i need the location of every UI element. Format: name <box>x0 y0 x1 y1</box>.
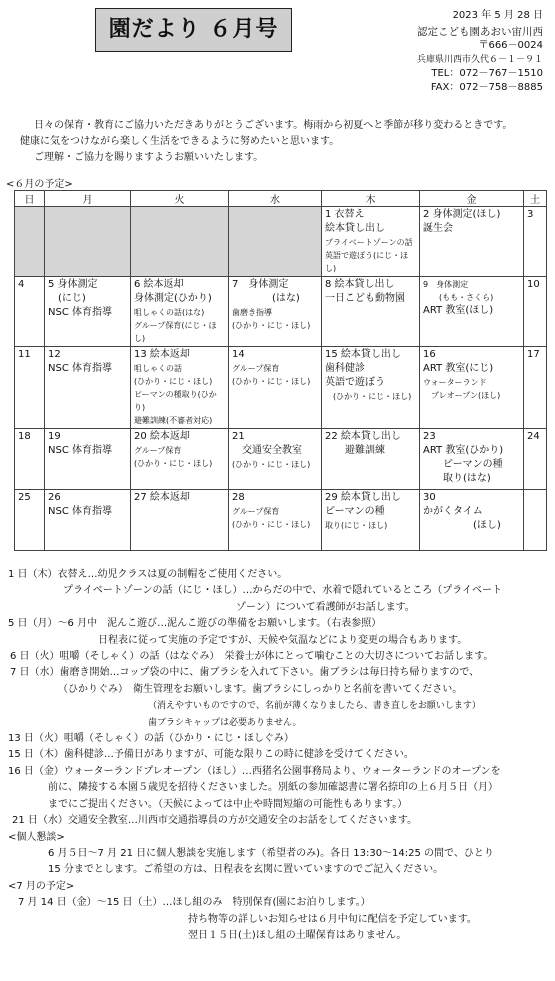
calendar-week <box>15 347 547 429</box>
calendar-entry: (ひかり・にじ・ほし) <box>134 377 213 386</box>
note-line: プライベートゾーンの話（にじ・ほし）…からだの中で、水着で隠れているところ（プライベート <box>63 585 502 597</box>
calendar-entry: 19 <box>48 431 61 442</box>
calendar-day-cell <box>45 207 131 277</box>
calendar-entry: 30 <box>423 492 436 503</box>
calendar-day-cell <box>131 277 229 347</box>
calendar-entry: 5 身体測定 <box>48 279 98 290</box>
note-line: 7 日（水）歯磨き開始…コップ袋の中に、歯ブラシを入れて下さい。歯ブラシは毎日持ち帰りますので、 <box>10 667 480 679</box>
address: 兵庫県川西市久代６－１－９１ <box>416 55 543 65</box>
issue-date: 2023 年 5 月 28 日 <box>452 10 543 21</box>
calendar-entry: 26 <box>48 492 61 503</box>
calendar-entry: かがくタイム <box>423 506 483 517</box>
calendar-entry: ウォーターランド <box>423 378 487 387</box>
calendar-day-cell <box>131 207 229 277</box>
calendar-entry: 3 <box>527 209 534 220</box>
calendar-entry: 12 <box>48 349 61 360</box>
calendar-entry: プレオープン(ほし) <box>423 391 501 400</box>
note-line: 15 分までとします。ご希望の方は、日程表を玄関に置いていますのでご記入ください。 <box>48 864 444 876</box>
calendar-entry: 11 <box>18 349 31 360</box>
calendar-day-cell <box>322 207 420 277</box>
calendar-entry: 21 <box>232 431 245 442</box>
calendar-entry: NSC 体育指導 <box>48 363 112 374</box>
calendar-day-cell <box>420 277 524 347</box>
day-header: 日 <box>15 191 45 207</box>
calendar-entry: 歯磨き指導 <box>232 308 272 317</box>
note-line: 前に、隣接する本園５歳児を招待くださいました。別紙の参加確認書に署名捺印の上６月５日（月） <box>48 782 498 794</box>
calendar-entry: (ひかり・にじ・ほし) <box>134 459 213 468</box>
calendar-day-cell <box>524 207 547 277</box>
calendar-entry: NSC 体育指導 <box>48 445 112 456</box>
calendar-day-cell <box>15 207 45 277</box>
note-line: 持ち物等の詳しいお知らせは６月中旬に配信を予定しています。 <box>188 913 477 925</box>
calendar-day-cell <box>45 277 131 347</box>
intro-text <box>14 118 544 166</box>
calendar-day-cell <box>229 207 322 277</box>
calendar-entry: 7 身体測定 <box>232 279 289 290</box>
intro-line: 健康に気をつけながら楽しく生活をできるように努めたいと思います。 <box>20 136 340 147</box>
note-line: 15 日（木）歯科健診…予備日がありますが、可能な限りこの時に健診を受けてください。 <box>8 749 414 761</box>
calendar-day-cell <box>420 347 524 429</box>
calendar-entry: 4 <box>18 279 25 290</box>
note-line: （消えやすいものですので、名前が薄くなりましたら、書き直しをお願いします） <box>148 701 481 712</box>
note-line: <個人懇談> <box>8 831 65 843</box>
calendar-entry: ART 教室(ひかり) <box>423 445 504 456</box>
calendar-entry: 29 絵本貸し出し <box>325 492 401 503</box>
calendar-day-cell <box>45 490 131 551</box>
calendar-entry: (ほし) <box>423 520 501 531</box>
note-line: 6 日（火）咀嚼（そしゃく）の話（はなぐみ） 栄養士が体にとって噛むことの大切さについてお話します。 <box>10 651 494 663</box>
calendar-entry: 18 <box>18 431 31 442</box>
calendar-entry: (ひかり・にじ・ほし) <box>232 520 311 529</box>
note-line: 翌日１５日(土)ほし組の土曜保育はありません。 <box>188 929 407 941</box>
day-header: 木 <box>322 191 420 207</box>
calendar-day-cell <box>524 429 547 490</box>
calendar-day-cell <box>229 490 322 551</box>
calendar-entry: (にじ) <box>48 293 86 304</box>
calendar-heading: <６月の予定> <box>6 179 73 190</box>
calendar-entry: ART 教室(にじ) <box>423 363 494 374</box>
calendar-day-cell <box>322 347 420 429</box>
calendar-week <box>15 429 547 490</box>
calendar-entry: 絵本貸し出し <box>325 223 385 234</box>
note-line: 歯ブラシキャップは必要ありません。 <box>148 717 302 728</box>
calendar-day-cell <box>45 429 131 490</box>
calendar-entry: 誕生会 <box>423 223 453 234</box>
calendar-entry: 避難訓練(不審者対応) <box>134 416 213 425</box>
calendar-entry: ピーマンの種 <box>423 459 503 470</box>
calendar-day-cell <box>524 277 547 347</box>
calendar-entry: 歯科健診 <box>325 363 365 374</box>
calendar-entry: グループ保育 <box>134 446 182 455</box>
calendar-day-cell <box>229 277 322 347</box>
calendar-day-cell <box>131 347 229 429</box>
calendar-entry: 24 <box>527 431 540 442</box>
calendar-entry: (ひかり・にじ・ほし) <box>232 460 311 469</box>
calendar-entry: 咀しゃくの話(はな) <box>134 308 205 317</box>
calendar-week <box>15 490 547 551</box>
note-line: までにご提出ください。（天候によっては中止や時間短縮の可能性もあります。） <box>48 798 408 810</box>
calendar-day-cell <box>15 429 45 490</box>
calendar-entry: NSC 体育指導 <box>48 307 112 318</box>
calendar-day-cell <box>322 277 420 347</box>
calendar-entry: プライベートゾーンの話 <box>325 238 413 247</box>
calendar-entry: (もも・さくら) <box>423 293 494 302</box>
calendar-entry: 25 <box>18 492 31 503</box>
note-line: 7 月 14 日（金）～15 日（土）…ほし組のみ 特別保育(園にお泊りします。） <box>18 897 371 909</box>
calendar-entry: 交通安全教室 <box>232 445 302 456</box>
calendar-entry: 8 絵本貸し出し <box>325 279 395 290</box>
calendar-day-cell <box>322 490 420 551</box>
note-line: <7 月の予定> <box>8 880 75 892</box>
note-line: 1 日（木）衣替え…幼児クラスは夏の制帽をご使用ください。 <box>8 569 288 580</box>
calendar-entry: 咀しゃくの話 <box>134 364 182 373</box>
note-line: 13 日（火）咀嚼（そしゃく）の話（ひかり・にじ・ほしぐみ） <box>8 733 294 745</box>
calendar-entry: 14 <box>232 349 245 360</box>
calendar-entry: 英語で遊ぼう <box>325 377 385 388</box>
calendar-entry: 16 <box>423 349 436 360</box>
calendar-day-cell <box>420 429 524 490</box>
calendar-day-cell <box>45 347 131 429</box>
calendar-entry: 15 絵本貸し出し <box>325 349 401 360</box>
note-line: 21 日（水）交通安全教室…川西市交通指導員の方が交通安全のお話をしてくださいます。 <box>12 815 418 827</box>
calendar-day-cell <box>420 207 524 277</box>
page-title: 園だより ６月号 <box>95 8 292 52</box>
note-line: ゾーン）について看護師がお話します。 <box>236 601 415 613</box>
day-header: 火 <box>131 191 229 207</box>
calendar-entry: グループ保育(にじ・ほし) <box>134 321 217 343</box>
calendar-entry: 13 絵本返却 <box>134 349 190 360</box>
calendar-entry: 2 身体測定(ほし) <box>423 209 501 220</box>
intro-line: 日々の保育・教育にご協力いただきありがとうございます。梅雨から初夏へと季節が移り変わるときです。 <box>34 120 513 131</box>
calendar-entry: (ひかり・にじ・ほし) <box>325 392 412 401</box>
calendar-entry: 一日こども動物園 <box>325 293 405 304</box>
day-header: 土 <box>524 191 547 207</box>
note-line: 5 日（月）～6 月中 泥んこ遊び…泥んこ遊びの準備をお願いします。（右表参照） <box>8 618 382 630</box>
calendar-entry: 9 身体測定 <box>423 280 469 289</box>
fax: FAX：072－758－8885 <box>430 82 543 93</box>
notes-section <box>8 567 548 944</box>
calendar-day-cell <box>524 490 547 551</box>
calendar-day-cell <box>322 429 420 490</box>
calendar-week <box>15 277 547 347</box>
day-header: 金 <box>420 191 524 207</box>
calendar-entry: ART 教室(ほし) <box>423 305 494 316</box>
calendar-day-cell <box>229 347 322 429</box>
calendar-day-cell <box>131 429 229 490</box>
postal-code: 〒666－0024 <box>478 40 543 51</box>
calendar-entry: 22 絵本貸し出し <box>325 431 401 442</box>
calendar-entry: 避難訓練 <box>325 445 385 456</box>
calendar-entry: 23 <box>423 431 436 442</box>
calendar-entry: グループ保育 <box>232 364 280 373</box>
calendar-entry: (ひかり・にじ・ほし) <box>232 321 311 330</box>
calendar-day-cell <box>524 347 547 429</box>
calendar-day-cell <box>15 277 45 347</box>
calendar-entry: 身体測定(ひかり) <box>134 293 212 304</box>
calendar-day-cell <box>15 490 45 551</box>
calendar-entry: 英語で遊ぼう(にじ・ほし) <box>325 251 409 273</box>
calendar-day-cell <box>15 347 45 429</box>
note-line: 6 月５日～7 月 21 日に個人懇談を実施します（希望者のみ)。各日 13:30～14:25 の間で、ひとり <box>48 847 494 859</box>
intro-line: ご理解・ご協力を賜りますようお願いいたします。 <box>34 152 264 163</box>
organization-name: 認定こども園あおい宙川西 <box>417 26 543 38</box>
calendar-entry: ピーマンの種 <box>325 506 385 517</box>
calendar-day-cell <box>420 490 524 551</box>
calendar-entry: 取り(はな) <box>423 473 491 484</box>
note-line: 日程表に従って実施の予定ですが、天候や気温などにより変更の場合もあります。 <box>98 634 468 646</box>
calendar-week <box>15 207 547 277</box>
june-calendar <box>14 190 547 551</box>
header-info <box>417 9 543 95</box>
calendar-day-cell <box>229 429 322 490</box>
calendar-entry: 10 <box>527 279 540 290</box>
calendar-entry: (ひかり・にじ・ほし) <box>232 377 311 386</box>
calendar-entry: 6 絵本返却 <box>134 279 184 290</box>
note-line: 16 日（金）ウォーターランドプレオープン（ほし）…西猪名公園事務局より、ウォーターランドのオープンを <box>8 765 501 777</box>
day-header: 水 <box>229 191 322 207</box>
calendar-entry: 20 絵本返却 <box>134 431 190 442</box>
calendar-entry: 27 絵本返却 <box>134 492 190 503</box>
day-header: 月 <box>45 191 131 207</box>
calendar-entry: (はな) <box>232 293 300 304</box>
calendar-entry: ピーマンの種取り(ひかり) <box>134 390 217 412</box>
calendar-entry: 取り(にじ・ほし) <box>325 521 388 530</box>
calendar-entry: NSC 体育指導 <box>48 506 112 517</box>
telephone: TEL：072－767－1510 <box>431 68 543 79</box>
note-line: （ひかりぐみ） 衛生管理をお願いします。歯ブラシにしっかりと名前を書いてください。 <box>58 683 463 695</box>
calendar-entry: 28 <box>232 492 245 503</box>
calendar-entry: 17 <box>527 349 540 360</box>
calendar-entry: 1 衣替え <box>325 209 365 220</box>
calendar-entry: グループ保育 <box>232 507 280 516</box>
calendar-day-cell <box>131 490 229 551</box>
